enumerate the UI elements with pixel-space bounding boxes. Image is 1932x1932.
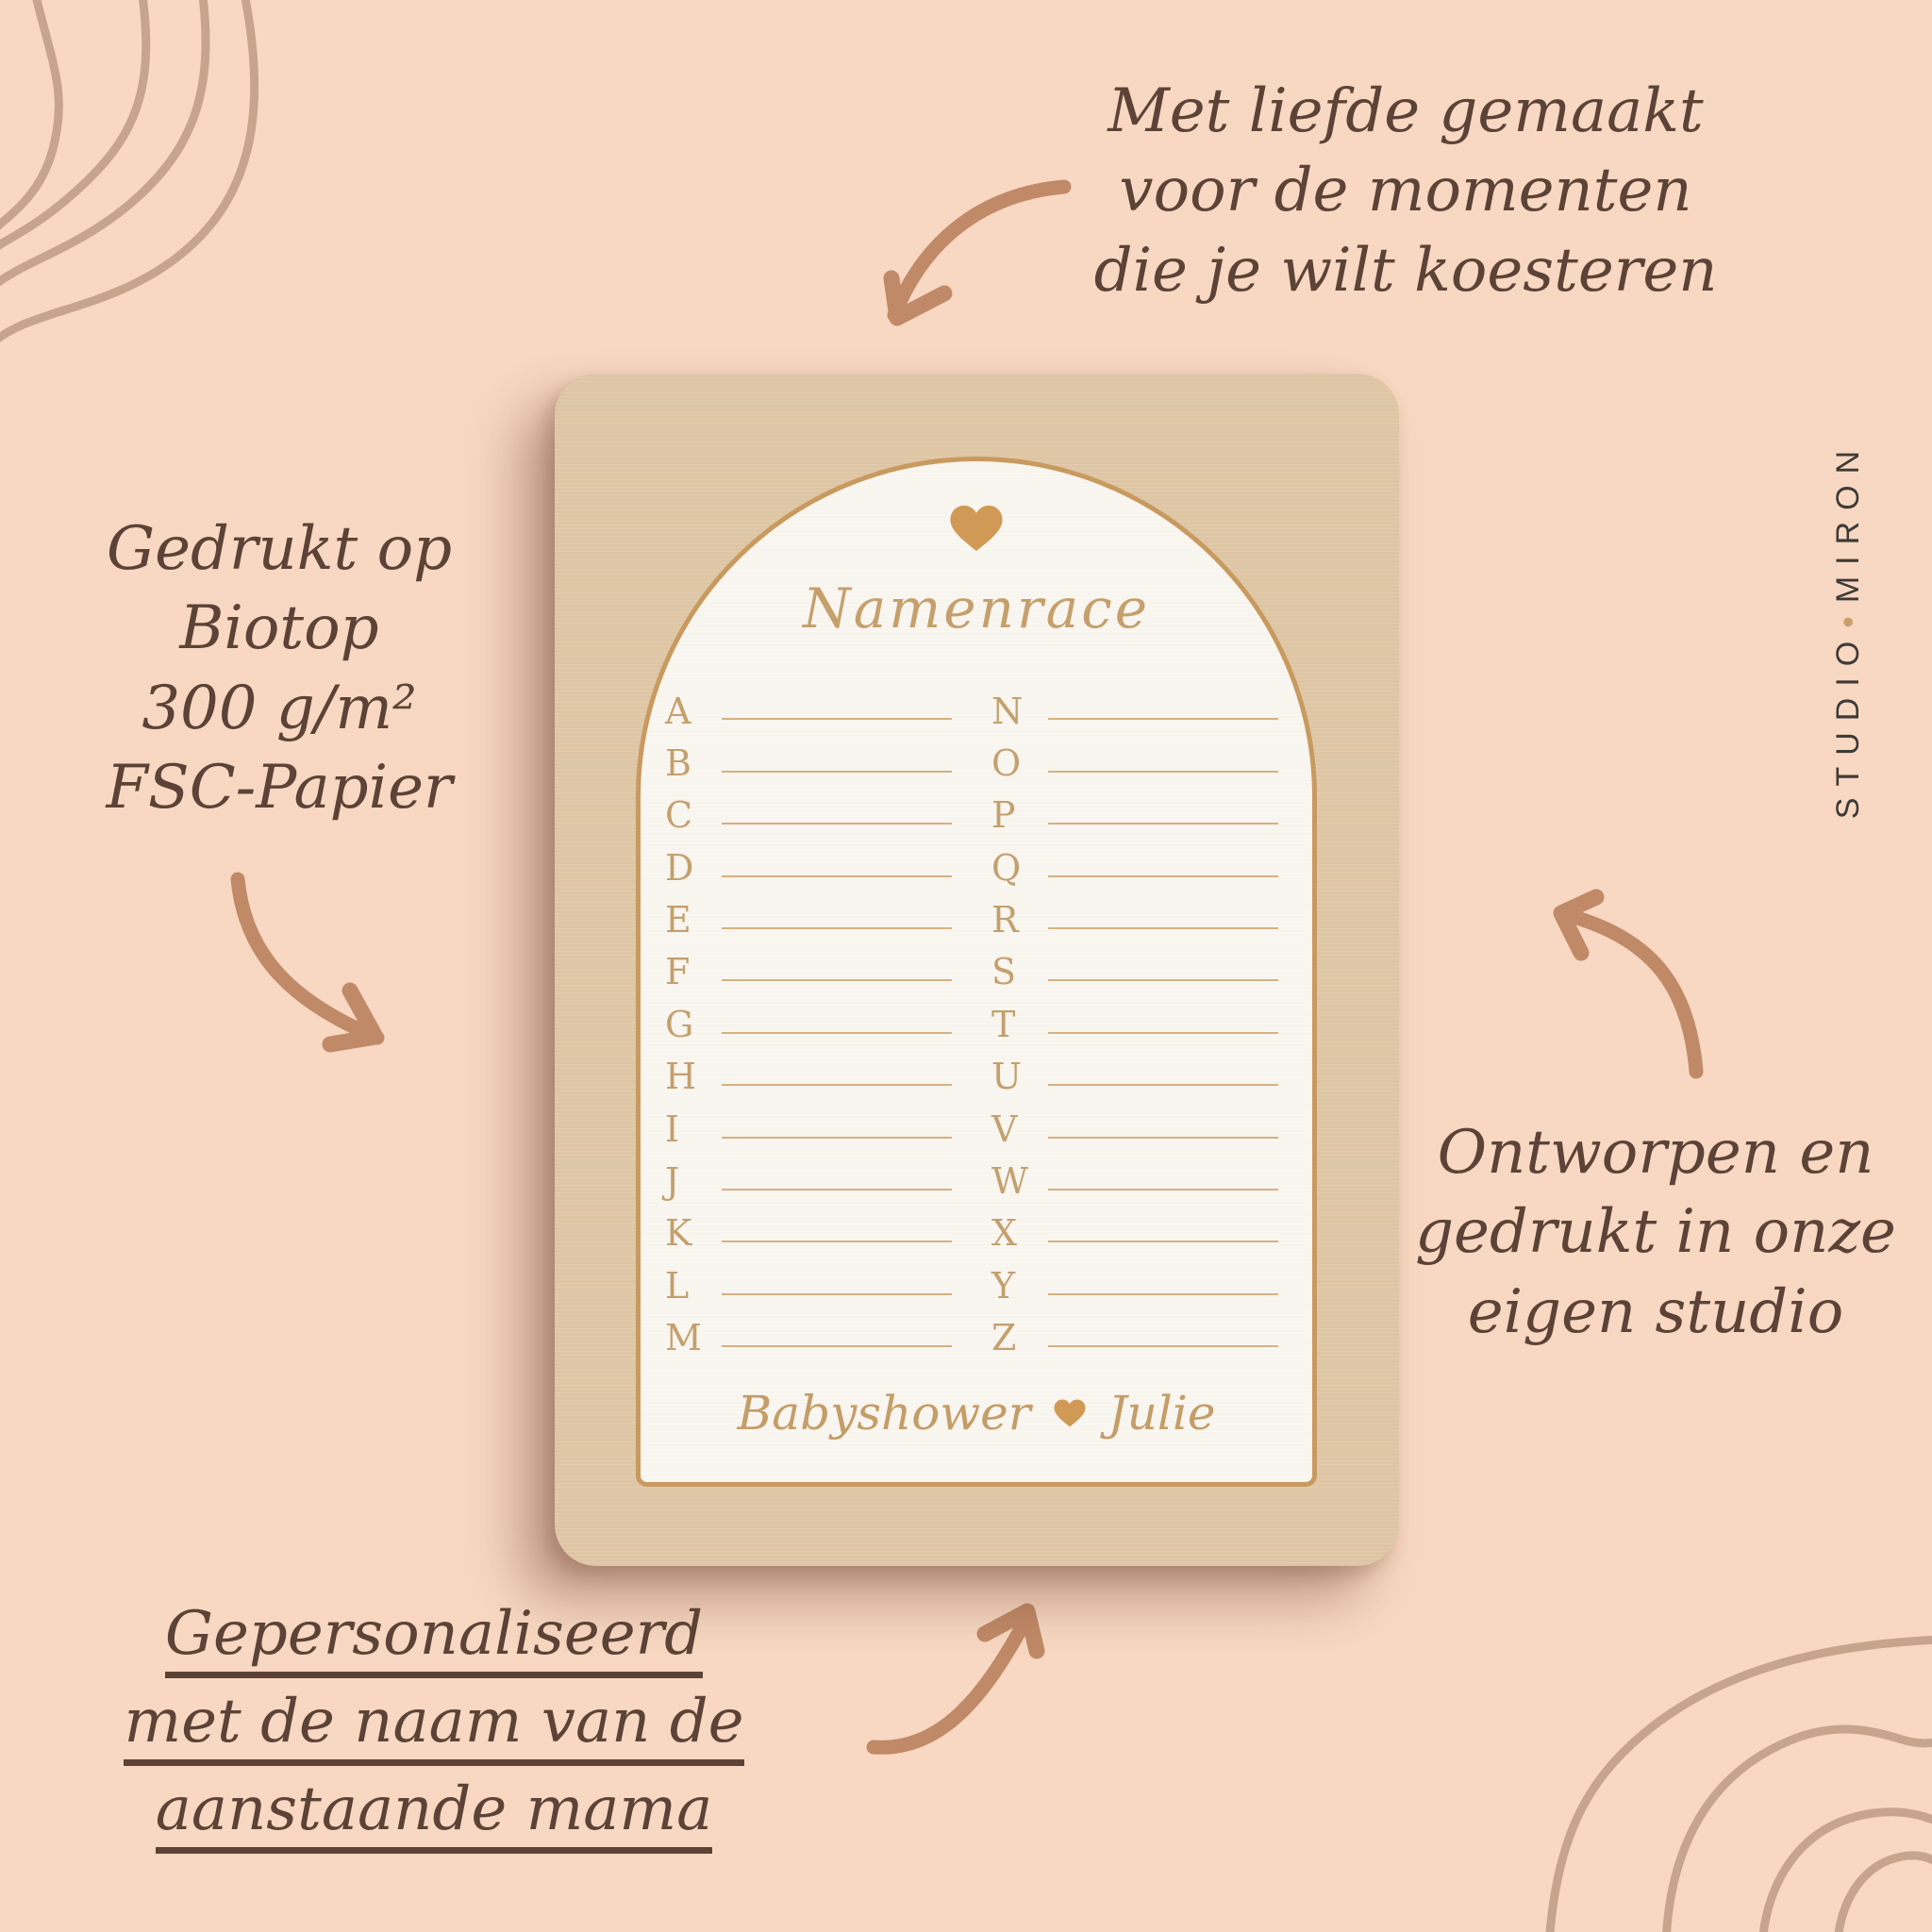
letter-label: S	[991, 951, 1017, 993]
letter-label: Z	[991, 1317, 1017, 1359]
footer-heart-icon	[1054, 1399, 1086, 1427]
write-line	[1048, 979, 1278, 981]
annotation-line: Met liefde gemaakt	[1108, 76, 1704, 146]
annotation-line: Biotop	[179, 593, 379, 664]
letter-row	[991, 1253, 1280, 1305]
card-footer	[641, 1386, 1312, 1441]
letter-label: Y	[991, 1264, 1016, 1307]
letter-row	[665, 1044, 954, 1096]
write-line	[1048, 1084, 1278, 1086]
write-line	[1048, 771, 1278, 773]
letter-label: G	[665, 1003, 694, 1045]
studio-watermark	[1823, 393, 1874, 865]
letter-row	[665, 1253, 954, 1305]
letter-row	[665, 730, 954, 782]
letter-row	[991, 1306, 1280, 1357]
annotation-line: Gepersonaliseerd	[123, 1604, 745, 1678]
annotation-line: 300 g/m²	[142, 673, 417, 743]
letter-label: L	[665, 1264, 690, 1307]
watermark-studio: STUDIO	[1829, 629, 1866, 820]
watermark-miron: MIRON	[1829, 439, 1866, 604]
letter-label: W	[991, 1160, 1029, 1203]
annotation-line: Gedrukt op	[106, 514, 453, 584]
letter-row	[665, 783, 954, 835]
annotation-line: die je wilt koesteren	[1093, 235, 1718, 306]
annotation-personalised	[123, 1599, 745, 1867]
letter-row	[665, 940, 954, 991]
write-line	[722, 1189, 952, 1191]
write-line	[1048, 1189, 1278, 1191]
letter-label: D	[665, 846, 694, 889]
letter-row	[991, 835, 1280, 887]
letter-label: T	[991, 1003, 1016, 1045]
letter-row	[665, 1149, 954, 1201]
write-line	[722, 1137, 952, 1139]
write-line	[722, 771, 952, 773]
letter-label: E	[665, 899, 691, 941]
write-line	[722, 1293, 952, 1295]
letter-label: H	[665, 1056, 697, 1098]
letter-row	[991, 1149, 1280, 1201]
letter-row	[665, 991, 954, 1043]
annotation-line: gedrukt in onze	[1415, 1197, 1896, 1268]
annotation-own-studio	[1349, 1113, 1932, 1352]
letter-label: N	[991, 690, 1024, 732]
annotation-line: met de naam van de	[123, 1691, 745, 1766]
letter-label: M	[665, 1317, 702, 1359]
letter-row	[991, 1201, 1280, 1253]
letter-row	[665, 835, 954, 887]
letter-label: U	[991, 1056, 1023, 1098]
write-line	[1048, 1241, 1278, 1242]
write-line	[722, 927, 952, 929]
write-line	[1048, 927, 1278, 929]
letter-label: I	[665, 1108, 680, 1150]
letter-row	[991, 940, 1280, 991]
write-line	[1048, 823, 1278, 824]
write-line	[722, 1084, 952, 1086]
letter-row	[991, 1096, 1280, 1148]
write-line	[722, 1032, 952, 1034]
letter-row	[665, 888, 954, 940]
arrow-right-icon	[1561, 897, 1696, 1072]
contour-lines-bottom-right-icon	[1549, 1640, 1932, 1932]
footer-event: Babyshower	[737, 1386, 1031, 1441]
letter-row	[991, 783, 1280, 835]
annotation-line: FSC-Papier	[106, 753, 453, 824]
letter-row	[991, 1044, 1280, 1096]
arrow-bottom-icon	[874, 1611, 1037, 1747]
letter-label: J	[665, 1160, 680, 1203]
write-line	[722, 718, 952, 720]
letter-label: R	[991, 899, 1019, 941]
letter-row	[665, 1306, 954, 1357]
letter-label: Q	[991, 846, 1022, 889]
letter-row	[665, 1096, 954, 1148]
write-line	[722, 1241, 952, 1242]
arrow-left-icon	[238, 879, 377, 1044]
write-line	[1048, 718, 1278, 720]
write-line	[722, 823, 952, 824]
letters-column-right	[991, 678, 1280, 1357]
annotation-made-with-love	[1038, 72, 1774, 310]
letter-label: F	[665, 951, 691, 993]
letter-row	[991, 991, 1280, 1043]
letter-label: A	[665, 690, 691, 732]
watermark-dot-icon: •	[1828, 605, 1867, 628]
letters-column-left	[665, 678, 954, 1357]
annotation-line: Ontworpen en	[1437, 1118, 1874, 1188]
card-title: Namenrace	[802, 576, 1151, 641]
annotation-line: aanstaande mama	[123, 1779, 745, 1854]
letter-row	[665, 678, 954, 730]
letter-label: B	[665, 741, 691, 784]
write-line	[722, 979, 952, 981]
write-line	[1048, 1032, 1278, 1034]
letter-row	[665, 1201, 954, 1253]
letter-label: P	[991, 794, 1016, 837]
footer-name: Julie	[1108, 1386, 1216, 1441]
heart-icon	[950, 505, 1003, 552]
letter-row	[991, 730, 1280, 782]
write-line	[722, 875, 952, 877]
letter-row	[991, 678, 1280, 730]
card-arch	[636, 457, 1317, 1487]
annotation-line: voor de momenten	[1119, 156, 1692, 226]
letter-label: X	[991, 1212, 1018, 1255]
letter-label: V	[991, 1108, 1018, 1150]
write-line	[722, 1345, 952, 1347]
annotation-paper-spec	[34, 509, 525, 828]
game-card	[555, 374, 1399, 1566]
write-line	[1048, 1137, 1278, 1139]
letter-label: O	[991, 741, 1022, 784]
letter-label: K	[665, 1212, 692, 1255]
write-line	[1048, 875, 1278, 877]
contour-lines-top-left-icon	[0, 0, 255, 347]
letter-row	[991, 888, 1280, 940]
write-line	[1048, 1293, 1278, 1295]
letter-label: C	[665, 794, 693, 837]
write-line	[1048, 1345, 1278, 1347]
annotation-line: eigen studio	[1467, 1276, 1844, 1347]
